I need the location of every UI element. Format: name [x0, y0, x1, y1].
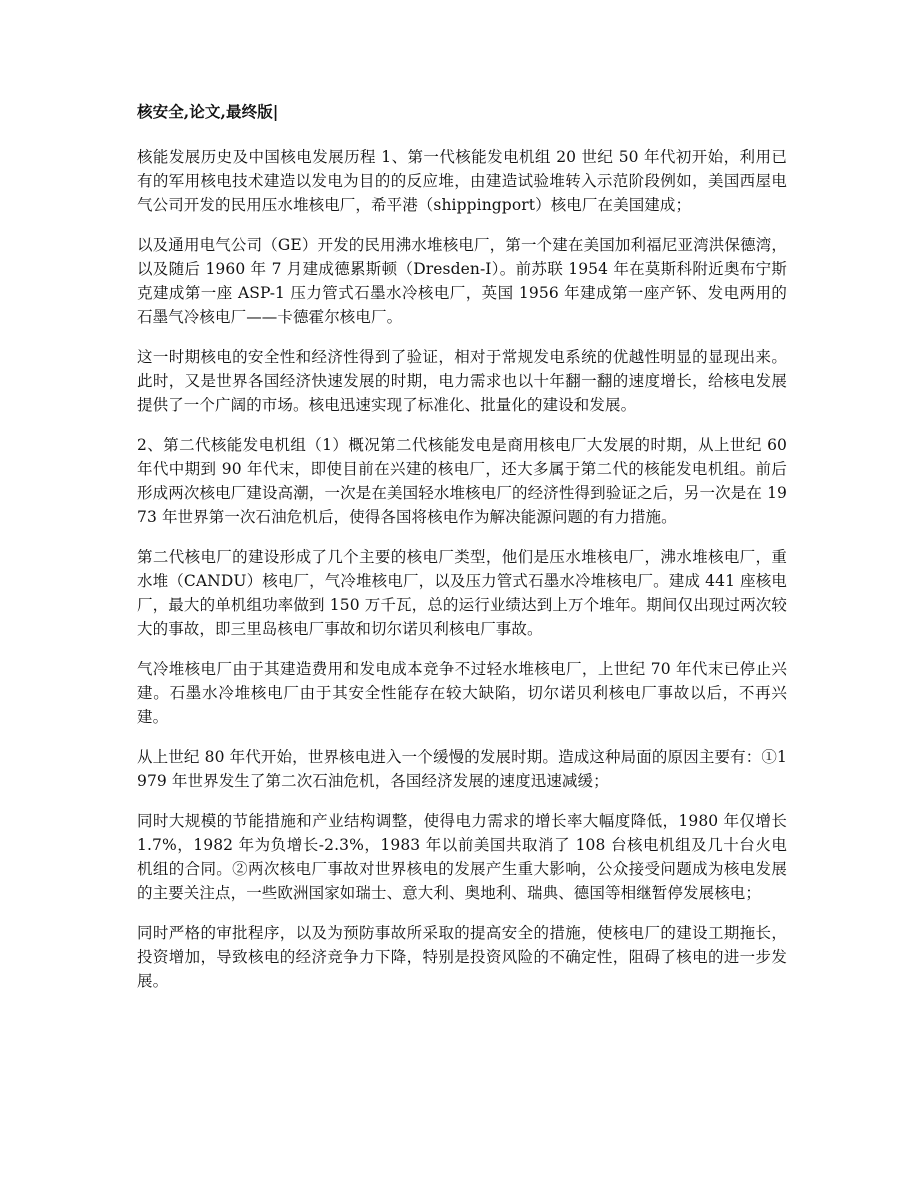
- paragraph-4: 2、第二代核能发电机组（1）概况第二代核能发电是商用核电厂大发展的时期，从上世纪 60 年代中期到 90 年代末，即使目前在兴建的核电厂，还大多属于第二代的核能发电机组。前后形成两次核电厂建设高潮，一次是在美国轻水堆核电厂的经济性得到验证之后，另一次是在 1973 年世界第一次石油危机后，使得各国将核电作为解决能源问题的有力措施。: [137, 436, 787, 526]
- paragraph-6: 气冷堆核电厂由于其建造费用和发电成本竞争不过轻水堆核电厂，上世纪 70 年代末已停止兴建。石墨水冷堆核电厂由于其安全性能存在较大缺陷，切尔诺贝利核电厂事故以后，不再兴建。: [137, 660, 787, 726]
- paragraph-7: 从上世纪 80 年代开始，世界核电进入一个缓慢的发展时期。造成这种局面的原因主要有：①1979 年世界发生了第二次石油危机，各国经济发展的速度迅速减缓；: [137, 748, 787, 790]
- paragraph-2: 以及通用电气公司（GE）开发的民用沸水堆核电厂，第一个建在美国加利福尼亚湾洪保德湾，以及随后 1960 年 7 月建成德累斯顿（Dresden-I）。前苏联 1954 年在莫斯科附近奥布宁斯克建成第一座 ASP-1 压力管式石墨水冷核电厂，英国 1956 年建成第一座产钚、发电两用的石墨气冷核电厂——卡德霍尔核电厂。: [137, 236, 787, 326]
- document-title: 核安全,论文,最终版|: [137, 102, 279, 121]
- paragraph-9: 同时严格的审批程序，以及为预防事故所采取的提高安全的措施，使核电厂的建设工期拖长，投资增加，导致核电的经济竞争力下降，特别是投资风险的不确定性，阻碍了核电的进一步发展。: [137, 924, 787, 990]
- paragraph-3: 这一时期核电的安全性和经济性得到了验证，相对于常规发电系统的优越性明显的显现出来。此时，又是世界各国经济快速发展的时期，电力需求也以十年翻一翻的速度增长，给核电发展提供了一个广阔的市场。核电迅速实现了标准化、批量化的建设和发展。: [137, 348, 787, 414]
- paragraph-5: 第二代核电厂的建设形成了几个主要的核电厂类型，他们是压水堆核电厂，沸水堆核电厂，重水堆（CANDU）核电厂，气冷堆核电厂，以及压力管式石墨水冷堆核电厂。建成 441 座核电厂，最大的单机组功率做到 150 万千瓦，总的运行业绩达到上万个堆年。期间仅出现过两次较大的事故，即三里岛核电厂事故和切尔诺贝利核电厂事故。: [137, 548, 788, 638]
- document-body: [137, 100, 787, 1009]
- paragraph-8: 同时大规模的节能措施和产业结构调整，使得电力需求的增长率大幅度降低，1980 年仅增长 1.7%，1982 年为负增长-2.3%，1983 年以前美国共取消了 108 台核电机组及几十台火电机组的合同。②两次核电厂事故对世界核电的发展产生重大影响，公众接受问题成为核电发展的主要关注点，一些欧洲国家如瑞士、意大利、奥地利、瑞典、德国等相继暂停发展核电；: [137, 812, 787, 902]
- paragraph-1: 核能发展历史及中国核电发展历程 1、第一代核能发电机组 20 世纪 50 年代初开始，利用已有的军用核电技术建造以发电为目的的反应堆，由建造试验堆转入示范阶段例如，美国西屋电气公司开发的民用压水堆核电厂，希平港（shippingport）核电厂在美国建成；: [137, 148, 787, 214]
